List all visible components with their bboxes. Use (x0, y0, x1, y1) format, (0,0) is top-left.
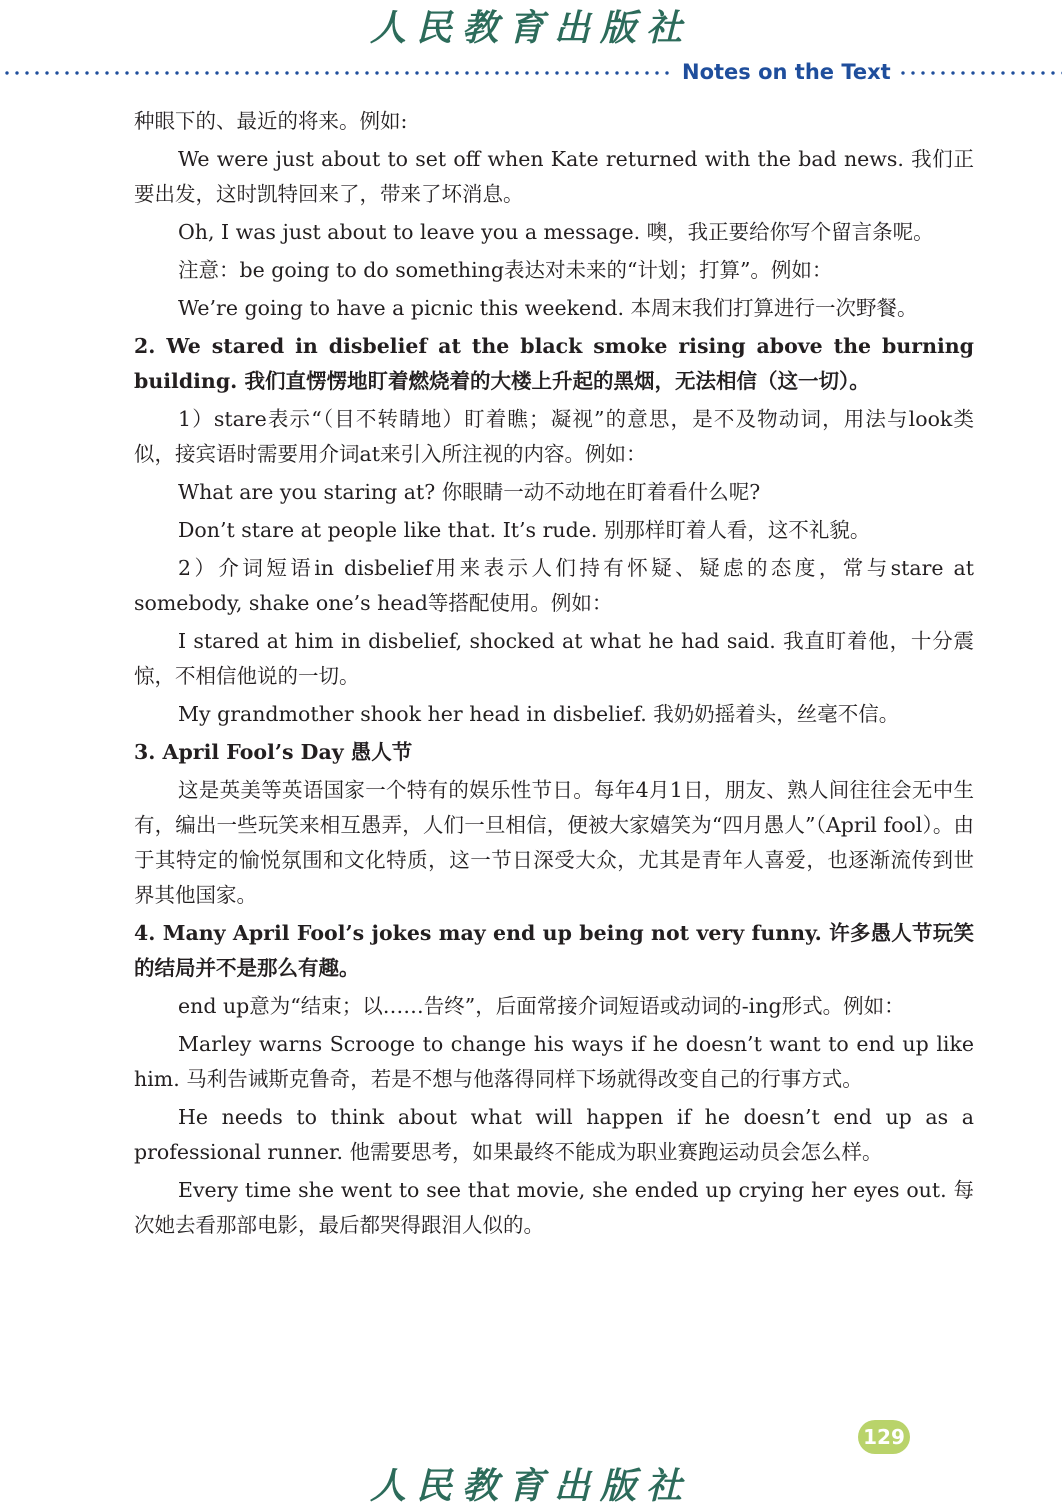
example-sentence: I stared at him in disbelief, shocked at what he had said. 我直盯着他，十分震惊，不相信他说的一切。 (134, 629, 974, 688)
note-paragraph: 注意：be going to do something表达对未来的“计划；打算”。例如： (178, 258, 833, 282)
explanation-paragraph: 这是英美等英语国家一个特有的娱乐性节日。每年4月1日，朋友、熟人间往往会无中生有，编出一些玩笑来相互愚弄，人们一旦相信，便被大家嬉笑为“四月愚人”（April fool）。由于其特定的愉悦氛围和文化特质，这一节日深受大众，尤其是青年人喜爱，也逐渐流传到世界其他国家。 (134, 778, 974, 907)
dotted-rule-left (2, 70, 670, 76)
note-heading-2: 2. We stared in disbelief at the black smoke rising above the burning building. 我们直愣愣地盯着燃烧着的大楼上升起的黑烟，无法相信（这一切）。 (134, 334, 974, 393)
header-rule (0, 60, 1062, 86)
example-sentence: Every time she went to see that movie, she ended up crying her eyes out. 每次她去看那部电影，最后都哭得跟泪人似的。 (134, 1178, 974, 1237)
explanation-paragraph: 2）介词短语in disbelief用来表示人们持有怀疑、疑虑的态度，常与stare at somebody, shake one’s head等搭配使用。例如： (134, 556, 974, 615)
example-sentence: Don’t stare at people like that. It’s rude. 别那样盯着人看，这不礼貌。 (178, 518, 871, 542)
notes-content (134, 104, 974, 1246)
explanation-paragraph: end up意为“结束；以……告终”，后面常接介词短语或动词的-ing形式。例如： (178, 994, 905, 1018)
example-sentence: Marley warns Scrooge to change his ways if he doesn’t want to end up like him. 马利告诫斯克鲁奇，若是不想与他落得同样下场就得改变自己的行事方式。 (134, 1032, 974, 1091)
example-sentence: Oh, I was just about to leave you a message. 噢，我正要给你写个留言条呢。 (178, 220, 934, 244)
explanation-paragraph: 1）stare表示“（目不转睛地）盯着瞧；凝视”的意思，是不及物动词，用法与look类似，接宾语时需要用介词at来引入所注视的内容。例如： (134, 407, 974, 466)
example-sentence: He needs to think about what will happen if he doesn’t end up as a professional runner. 他需要思考，如果最终不能成为职业赛跑运动员会怎么样。 (134, 1105, 974, 1164)
publisher-logo-top: 人民教育出版社 (369, 7, 692, 49)
note-heading-3: 3. April Fool’s Day 愚人节 (134, 740, 413, 764)
example-sentence: My grandmother shook her head in disbelief. 我奶奶摇着头，丝毫不信。 (178, 702, 900, 726)
page-number-badge: 129 (858, 1420, 910, 1454)
paragraph: 种眼下的、最近的将来。例如: (134, 109, 408, 133)
section-title: Notes on the Text (682, 60, 891, 84)
note-heading-4: 4. Many April Fool’s jokes may end up being not very funny. 许多愚人节玩笑的结局并不是那么有趣。 (134, 921, 974, 980)
publisher-logo-bottom: 人民教育出版社 (369, 1465, 692, 1507)
example-sentence: We’re going to have a picnic this weekend. 本周末我们打算进行一次野餐。 (178, 296, 918, 320)
example-sentence: We were just about to set off when Kate returned with the bad news. 我们正要出发，这时凯特回来了，带来了坏消息。 (134, 147, 974, 206)
example-sentence: What are you staring at? 你眼睛一动不动地在盯着看什么呢? (178, 480, 761, 504)
dotted-rule-right (898, 70, 1062, 76)
